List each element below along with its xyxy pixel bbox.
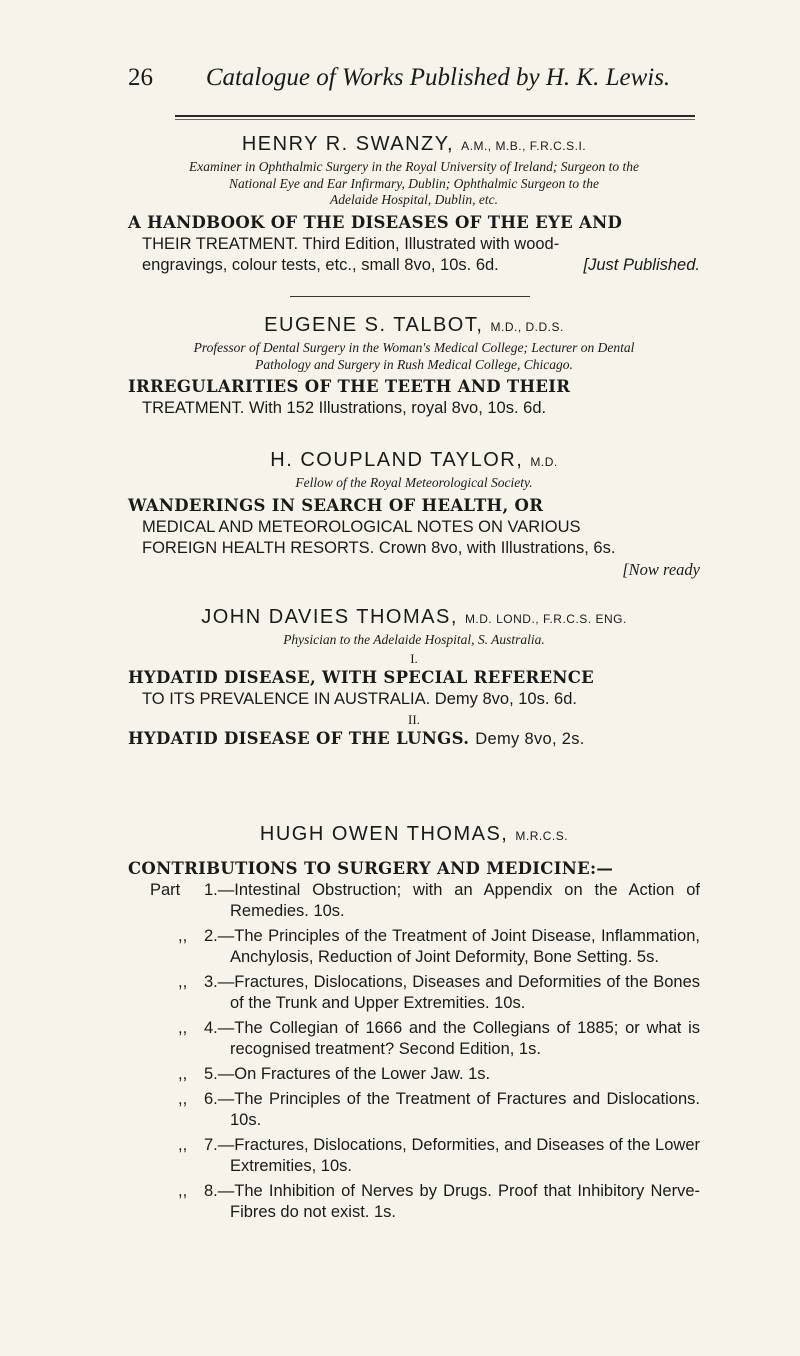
part-text: —Fractures, Dislocations, Deformities, and Diseases of the Lower Extremities, 10s. [217, 1136, 700, 1175]
author-name: H. COUPLAND TAYLOR, M.D. [270, 449, 558, 471]
work-numeral: II. [408, 711, 420, 727]
part-text: —Fractures, Dislocations, Diseases and Deformities of the Bones of the Trunk and Upper Extremities. 10s. [217, 973, 700, 1012]
author-name: HUGH OWEN THOMAS, M.R.C.S. [259, 823, 569, 845]
part-number: 5. [204, 1065, 218, 1083]
book-title: CONTRIBUTIONS TO SURGERY AND MEDICINE:— [128, 859, 614, 878]
book-title: IRREGULARITIES OF THE TEETH AND THEIR [128, 377, 571, 396]
author-affiliation: Professor of Dental Surgery in the Woman's Medical College; Lecturer on Dental Pathology and Surgery in Rush Medical College, Chicago. [193, 340, 635, 372]
part-lead: ,, [178, 973, 188, 991]
author-affiliation: Examiner in Ophthalmic Surgery in the Royal University of Ireland; Surgeon to the National Eye and Ear Infirmary, Dublin; Ophthalmic Surgeon to the Adelaide Hospital, Dublin, etc. [189, 159, 639, 207]
work-numeral: I. [410, 650, 418, 666]
part-text: —The Principles of the Treatment of Fractures and Dislocations. 10s. [217, 1090, 700, 1129]
list-item [150, 880, 700, 922]
part-lead: ,, [178, 1065, 188, 1083]
part-lead: Part [150, 881, 181, 899]
book-title: A HANDBOOK OF THE DISEASES OF THE EYE AND [128, 212, 623, 232]
author-affiliation: Physician to the Adelaide Hospital, S. Australia. [283, 632, 545, 647]
parts-list [150, 880, 700, 1227]
part-lead: ,, [178, 1019, 188, 1037]
part-text: —The Inhibition of Nerves by Drugs. Proof that Inhibitory Nerve-Fibres do not exist. 1s. [217, 1182, 700, 1221]
author-name: JOHN DAVIES THOMAS, M.D. LOND., F.R.C.S. ENG. [201, 606, 627, 628]
part-number: 2. [204, 927, 218, 945]
author-degrees: M.R.C.S. [515, 829, 569, 843]
list-item [150, 1064, 700, 1085]
publication-status: [Just Published. [583, 255, 700, 274]
list-item [150, 926, 700, 968]
part-lead: ,, [178, 927, 188, 945]
entry-swanzy [128, 132, 700, 276]
part-lead: ,, [178, 1136, 188, 1154]
author-degrees: M.D., D.D.S. [490, 320, 564, 334]
list-item [150, 1089, 700, 1131]
entry-hugh-owen-thomas [128, 822, 700, 880]
author-affiliation: Fellow of the Royal Meteorological Society. [295, 475, 533, 490]
list-item [150, 1181, 700, 1223]
book-title: HYDATID DISEASE OF THE LUNGS. Demy 8vo, 2s. [128, 728, 585, 748]
book-title: HYDATID DISEASE, WITH SPECIAL REFERENCE [128, 667, 595, 687]
list-item [150, 1018, 700, 1060]
part-lead: ,, [178, 1090, 188, 1108]
list-item [150, 972, 700, 1014]
header-rule-thin [175, 119, 695, 120]
part-number: 3. [204, 973, 218, 991]
book-details: TREATMENT. With 152 Illustrations, royal 8vo, 10s. 6d. [142, 399, 547, 417]
part-number: 7. [204, 1136, 218, 1154]
part-number: 1. [204, 881, 218, 899]
author-name: EUGENE S. TALBOT, M.D., D.D.S. [264, 314, 564, 336]
author-degrees: A.M., M.B., F.R.C.S.I. [461, 139, 587, 153]
author-degrees: M.D. [530, 455, 558, 469]
book-details: MEDICAL AND METEOROLOGICAL NOTES ON VARIOUS FOREIGN HEALTH RESORTS. Crown 8vo, with Illustrations, 6s. [142, 517, 616, 557]
entry-taylor [128, 448, 700, 580]
author-degrees: M.D. LOND., F.R.C.S. ENG. [464, 612, 627, 626]
entry-john-davies-thomas [128, 605, 700, 750]
running-head [128, 64, 688, 100]
book-title: WANDERINGS IN SEARCH OF HEALTH, OR [128, 495, 544, 515]
author-name: HENRY R. SWANZY, A.M., M.B., F.R.C.S.I. [241, 133, 587, 155]
part-text: —On Fractures of the Lower Jaw. 1s. [217, 1065, 491, 1083]
list-item [150, 1135, 700, 1177]
entry-talbot [128, 313, 700, 419]
running-head-title: Catalogue of Works Published by H. K. Lewis. [205, 64, 671, 91]
part-number: 8. [204, 1182, 218, 1200]
part-number: 6. [204, 1090, 218, 1108]
separator-rule [290, 296, 530, 297]
publication-status: [Now ready [622, 559, 700, 579]
header-rule [175, 115, 695, 117]
part-number: 4. [204, 1019, 218, 1037]
book-price: Demy 8vo, 2s. [475, 729, 585, 748]
book-details: THEIR TREATMENT. Third Edition, Illustrated with wood- engravings, colour tests, etc., small 8vo, 10s. 6d. [Just Published. [142, 234, 700, 274]
part-text: —The Collegian of 1666 and the Collegians of 1885; or what is recognised treatment? Second Edition, 1s. [217, 1019, 700, 1058]
part-text: —Intestinal Obstruction; with an Appendix on the Action of Remedies. 10s. [217, 881, 700, 920]
page-number: 26 [128, 64, 153, 91]
part-lead: ,, [178, 1182, 188, 1200]
part-text: —The Principles of the Treatment of Joint Disease, Inflammation, Anchylosis, Reduction of Joint Deformity, Bone Setting. 5s. [217, 927, 700, 966]
book-details: TO ITS PREVALENCE IN AUSTRALIA. Demy 8vo, 10s. 6d. [142, 689, 577, 708]
